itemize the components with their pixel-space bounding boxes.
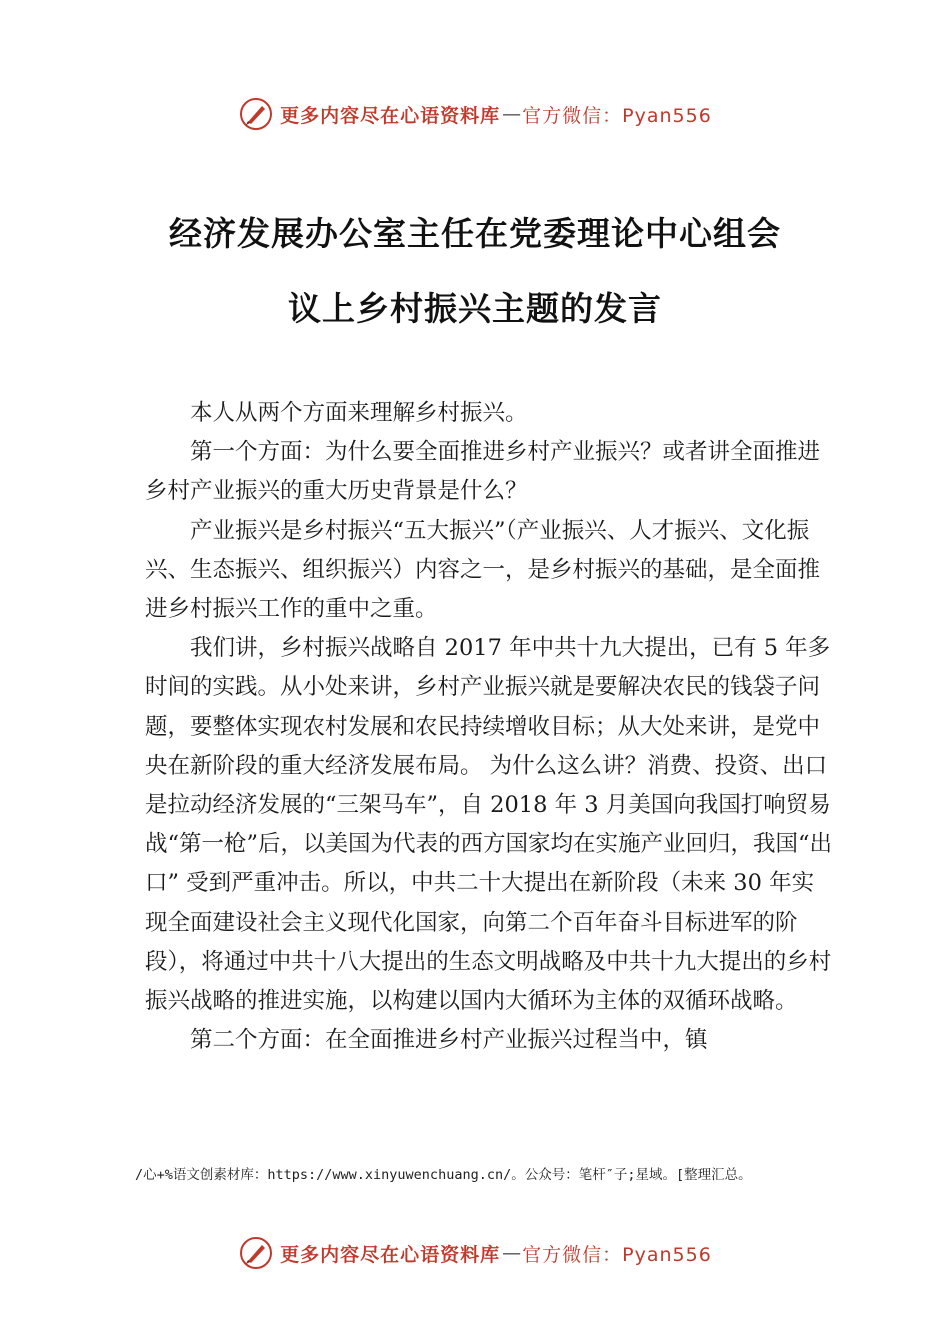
paragraph-4: 我们讲，乡村振兴战略自 2017 年中共十九大提出，已有 5 年多时间的实践。从小处来讲，乡村产业振兴就是要解决农民的钱袋子问题，要整体实现农村发展和农民持续增收目标；从大处来讲，是党中央在新阶段的重大经济发展布局。 为什么这么讲？消费、投资、出口是拉动经济发展的“三架马车”，自 2018 年 3 月美国向我国打响贸易战“第一枪”后，以美国为代表的西方国家均在实施产业回归，我国“出口” 受到严重冲击。所以，中共二十大提出在新阶段（未来 30 年实现全面建设社会主义现代化国家，向第二个百年奋斗目标进军的阶段），将通过中共十八大提出的生态文明战略及中共十九大提出的乡村振兴战略的推进实施，以构建以国内大循环为主体的双循环战略。 <box>145 635 833 1015</box>
document-title-line-2: 议上乡村振兴主题的发言 <box>288 289 662 328</box>
footer-banner <box>0 1233 950 1273</box>
banner-text: 更多内容尽在心语资料库 <box>280 1243 501 1266</box>
quill-pen-logo-icon <box>238 1235 274 1271</box>
document-body <box>145 394 835 1060</box>
banner-text: 更多内容尽在心语资料库 <box>280 104 501 127</box>
banner-wechat: 官方微信：Pyan556 <box>522 1243 712 1266</box>
footnote: /心+%语文创素材库：https://www.xinyuwenchuang.cn/。公众号：笔杆″子;星域。[整理汇总。 <box>135 1167 752 1183</box>
paragraph-1: 本人从两个方面来理解乡村振兴。 <box>190 400 528 426</box>
paragraph-2: 第一个方面：为什么要全面推进乡村产业振兴？或者讲全面推进乡村产业振兴的重大历史背景是什么？ <box>145 439 821 505</box>
paragraph-3: 产业振兴是乡村振兴“五大振兴”（产业振兴、人才振兴、文化振兴、生态振兴、组织振兴）内容之一，是乡村振兴的基础，是全面推进乡村振兴工作的重中之重。 <box>145 517 821 623</box>
paragraph-5: 第二个方面：在全面推进乡村产业振兴过程当中，镇 <box>190 1027 708 1054</box>
banner-wechat: 官方微信：Pyan556 <box>522 104 712 127</box>
document-title-line-1: 经济发展办公室主任在党委理论中心组会 <box>169 214 781 253</box>
banner-separator: — <box>502 103 523 125</box>
header-banner <box>0 94 950 134</box>
banner-separator: — <box>502 1242 523 1264</box>
quill-pen-logo-icon <box>238 96 274 132</box>
